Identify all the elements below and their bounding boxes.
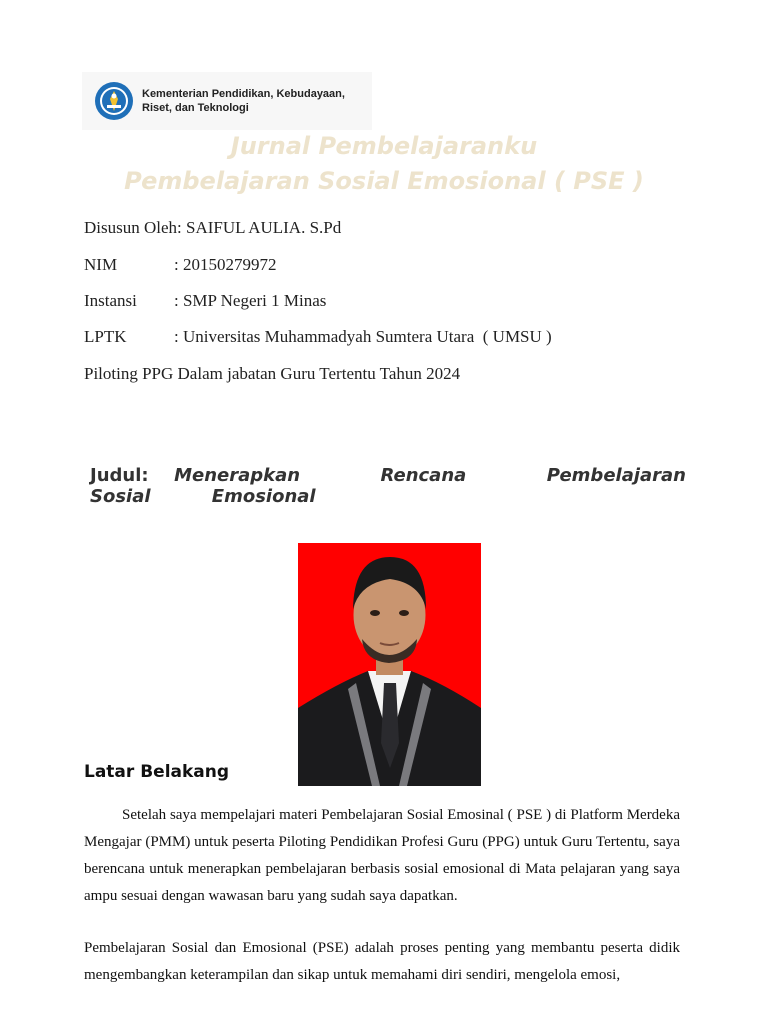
ministry-logo <box>82 72 372 130</box>
instansi-value: : SMP Negeri 1 Minas <box>174 291 327 310</box>
ministry-name <box>142 87 345 115</box>
nim-value: : 20150279972 <box>174 255 277 274</box>
lptk-value: : Universitas Muhammadyah Sumtera Utara ( UMSU ) <box>174 327 552 346</box>
program-line: Piloting PPG Dalam jabatan Guru Tertentu Tahun 2024 <box>84 364 461 383</box>
paragraph-2: Pembelajaran Sosial dan Emosional (PSE) adalah proses penting yang membantu peserta didik mengembangkan keterampilan dan sikap untuk memahami diri sendiri, mengelola emosi, <box>84 940 680 983</box>
journal-subtitle: Pembelajaran Sosial Emosional ( PSE ) <box>124 167 644 195</box>
author-photo <box>298 543 481 786</box>
lptk-label: LPTK <box>84 327 127 346</box>
paragraph-1: Setelah saya mempelajari materi Pembelajaran Sosial Emosinal ( PSE ) di Platform Merdeka Mengajar (PMM) untuk peserta Piloting Pendidikan Profesi Guru (PPG) untuk Guru Tertentu, saya berencana untuk menerapkan pembelajaran berbasis sosial emosional di Mata pelajaran yang saya ampu sesuai dengan wawasan baru yang sudah saya dapatkan. <box>84 807 680 904</box>
author-line: Disusun Oleh: SAIFUL AULIA. S.Pd <box>84 218 342 237</box>
nim-row <box>84 255 276 275</box>
judul-text: Menerapkan Rencana Pembelajaran Sosial Emosional <box>90 465 686 507</box>
judul-label: Judul: <box>90 465 149 486</box>
tut-wuri-handayani-emblem-icon <box>94 81 134 121</box>
section-heading: Latar Belakang <box>84 762 230 782</box>
ministry-line-1: Kementerian Pendidikan, Kebudayaan, <box>142 88 345 100</box>
instansi-row <box>84 291 326 311</box>
lptk-row <box>84 327 552 347</box>
instansi-label: Instansi <box>84 291 137 310</box>
ministry-line-2: Riset, dan Teknologi <box>142 102 249 114</box>
journal-title: Jurnal Pembelajaranku <box>230 132 538 160</box>
nim-label: NIM <box>84 255 118 274</box>
judul-heading <box>90 465 686 507</box>
